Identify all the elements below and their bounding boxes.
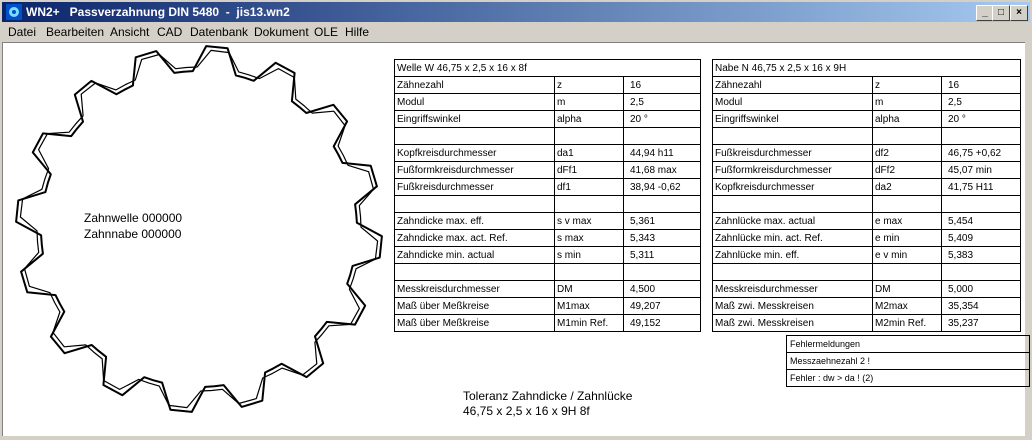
- table-row: [395, 179, 701, 196]
- cell-value: [942, 196, 1021, 213]
- cell-label: Zähnezahl: [395, 77, 555, 94]
- cell-label: Maß über Meßkreise: [395, 315, 555, 332]
- table-row: [713, 94, 1021, 111]
- cell-symbol: e v min: [873, 247, 942, 264]
- cell-value: 35,354: [942, 298, 1021, 315]
- cell-value: 5,343: [624, 230, 701, 247]
- cell-value: 49,152: [624, 315, 701, 332]
- menu-hilfe[interactable]: Hilfe: [345, 25, 370, 39]
- table-row: [713, 213, 1021, 230]
- minimize-button[interactable]: _: [976, 5, 994, 21]
- cell-value: [942, 264, 1021, 281]
- cell-symbol: m: [555, 94, 624, 111]
- cell-symbol: e min: [873, 230, 942, 247]
- tolerance-spec: 46,75 x 2,5 x 16 x 9H 8f: [463, 404, 590, 418]
- cell-label: Zahndicke max. act. Ref.: [395, 230, 555, 247]
- cell-label: Maß zwi. Messkreisen: [713, 315, 873, 332]
- cell-label: Fußkreisdurchmesser: [713, 145, 873, 162]
- maximize-button[interactable]: □: [992, 5, 1010, 21]
- menu-bar: [2, 23, 1030, 41]
- cell-value: [624, 128, 701, 145]
- cell-value: 44,94 h11: [624, 145, 701, 162]
- cell-value: 20 °: [942, 111, 1021, 128]
- cell-value: 38,94 -0,62: [624, 179, 701, 196]
- cell-symbol: z: [555, 77, 624, 94]
- hub-title-row: [713, 60, 1021, 77]
- cell-symbol: [873, 196, 942, 213]
- cell-symbol: df1: [555, 179, 624, 196]
- error-title: Fehlermeldungen: [787, 336, 1030, 353]
- cell-symbol: da1: [555, 145, 624, 162]
- cell-label: Zahndicke min. actual: [395, 247, 555, 264]
- cell-label: Zahnlücke min. act. Ref.: [713, 230, 873, 247]
- hub-title: Nabe N 46,75 x 2,5 x 16 x 9H: [713, 60, 1021, 77]
- table-row: [713, 77, 1021, 94]
- shaft-profile-outline: [16, 46, 382, 412]
- cell-label: [713, 264, 873, 281]
- cell-label: Fußformkreisdurchmesser: [713, 162, 873, 179]
- table-row: [713, 145, 1021, 162]
- menu-datei[interactable]: Datei: [8, 25, 37, 39]
- cell-value: 46,75 +0,62: [942, 145, 1021, 162]
- cell-label: [395, 128, 555, 145]
- cell-value: 16: [624, 77, 701, 94]
- cell-label: [713, 128, 873, 145]
- cell-symbol: s v max: [555, 213, 624, 230]
- cell-symbol: s max: [555, 230, 624, 247]
- table-row: [713, 281, 1021, 298]
- cell-label: [713, 196, 873, 213]
- menu-dokument[interactable]: Dokument: [254, 25, 309, 39]
- table-row: [395, 264, 701, 281]
- menu-cad[interactable]: CAD: [157, 25, 183, 39]
- cell-label: Eingriffswinkel: [713, 111, 873, 128]
- cell-value: 41,75 H11: [942, 179, 1021, 196]
- cell-symbol: [555, 128, 624, 145]
- cell-symbol: DM: [873, 281, 942, 298]
- cell-symbol: dFf2: [873, 162, 942, 179]
- cell-label: Zähnezahl: [713, 77, 873, 94]
- cell-value: 5,311: [624, 247, 701, 264]
- cell-label: Modul: [713, 94, 873, 111]
- table-row: [395, 94, 701, 111]
- cell-label: Modul: [395, 94, 555, 111]
- hub-data-table: [712, 59, 1021, 332]
- table-row: [395, 315, 701, 332]
- cell-value: 5,000: [942, 281, 1021, 298]
- menu-datenbank[interactable]: Datenbank: [190, 25, 249, 39]
- error-messages-panel: [786, 335, 1030, 387]
- table-row: [395, 196, 701, 213]
- cell-value: 20 °: [624, 111, 701, 128]
- cell-label: Kopfkreisdurchmesser: [713, 179, 873, 196]
- cell-value: 5,409: [942, 230, 1021, 247]
- cell-symbol: [873, 128, 942, 145]
- cell-symbol: dFf1: [555, 162, 624, 179]
- cell-label: Fußkreisdurchmesser: [395, 179, 555, 196]
- cell-symbol: [555, 196, 624, 213]
- hub-label: Zahnnabe 000000: [84, 227, 182, 241]
- cell-symbol: [873, 264, 942, 281]
- cell-value: 4,500: [624, 281, 701, 298]
- app-gear-icon: [6, 4, 22, 20]
- menu-bearbeiten[interactable]: Bearbeiten: [46, 25, 105, 39]
- table-row: [713, 162, 1021, 179]
- error-line: Fehler : dw > da ! (2): [787, 370, 1030, 387]
- cell-value: 2,5: [942, 94, 1021, 111]
- cell-value: 2,5: [624, 94, 701, 111]
- table-row: [713, 128, 1021, 145]
- cell-value: 5,454: [942, 213, 1021, 230]
- cell-symbol: da2: [873, 179, 942, 196]
- cell-symbol: DM: [555, 281, 624, 298]
- cell-label: [395, 196, 555, 213]
- cell-symbol: M2min Ref.: [873, 315, 942, 332]
- cell-label: Kopfkreisdurchmesser: [395, 145, 555, 162]
- cell-value: 16: [942, 77, 1021, 94]
- table-row: [713, 230, 1021, 247]
- cell-symbol: m: [873, 94, 942, 111]
- cell-label: Zahnlücke min. eff.: [713, 247, 873, 264]
- cell-value: 45,07 min: [942, 162, 1021, 179]
- menu-ansicht[interactable]: Ansicht: [110, 25, 150, 39]
- cell-symbol: M1min Ref.: [555, 315, 624, 332]
- table-row: [713, 298, 1021, 315]
- table-row: [395, 111, 701, 128]
- cell-symbol: e max: [873, 213, 942, 230]
- table-row: [395, 128, 701, 145]
- cell-label: Zahnlücke max. actual: [713, 213, 873, 230]
- cell-symbol: M2max: [873, 298, 942, 315]
- menu-ole[interactable]: OLE: [314, 25, 339, 39]
- cell-symbol: [555, 264, 624, 281]
- table-row: [395, 247, 701, 264]
- cell-label: Maß über Meßkreise: [395, 298, 555, 315]
- cell-label: Zahndicke max. eff.: [395, 213, 555, 230]
- table-row: [395, 162, 701, 179]
- hub-profile-outline: [20, 50, 377, 407]
- cell-value: 49,207: [624, 298, 701, 315]
- shaft-title: Welle W 46,75 x 2,5 x 16 x 8f: [395, 60, 701, 77]
- table-row: [395, 298, 701, 315]
- table-row: [713, 264, 1021, 281]
- cell-value: [942, 128, 1021, 145]
- table-row: [395, 213, 701, 230]
- table-row: [713, 247, 1021, 264]
- cell-label: [395, 264, 555, 281]
- cell-value: 5,383: [942, 247, 1021, 264]
- cell-symbol: s min: [555, 247, 624, 264]
- cell-label: Eingriffswinkel: [395, 111, 555, 128]
- cell-value: 41,68 max: [624, 162, 701, 179]
- error-line: Messzaehnezahl 2 !: [787, 353, 1030, 370]
- table-row: [395, 77, 701, 94]
- table-row: [395, 145, 701, 162]
- cell-symbol: df2: [873, 145, 942, 162]
- cell-symbol: z: [873, 77, 942, 94]
- cell-symbol: M1max: [555, 298, 624, 315]
- tolerance-title: Toleranz Zahndicke / Zahnlücke: [463, 389, 633, 403]
- table-row: [395, 281, 701, 298]
- cell-label: Messkreisdurchmesser: [713, 281, 873, 298]
- spline-gear-drawing: [2, 40, 392, 440]
- cell-symbol: alpha: [555, 111, 624, 128]
- table-row: [713, 315, 1021, 332]
- cell-label: Messkreisdurchmesser: [395, 281, 555, 298]
- table-row: [713, 196, 1021, 213]
- cell-label: Maß zwi. Messkreisen: [713, 298, 873, 315]
- table-row: [395, 230, 701, 247]
- window-title: WN2+ Passverzahnung DIN 5480 - jis13.wn2: [26, 5, 290, 19]
- cell-label: Fußformkreisdurchmesser: [395, 162, 555, 179]
- cell-value: [624, 264, 701, 281]
- cell-symbol: alpha: [873, 111, 942, 128]
- close-button[interactable]: ×: [1010, 5, 1028, 21]
- cell-value: [624, 196, 701, 213]
- shaft-data-table: [394, 59, 701, 332]
- cell-value: 5,361: [624, 213, 701, 230]
- title-bar[interactable]: [2, 2, 1030, 22]
- table-row: [713, 111, 1021, 128]
- shaft-label: Zahnwelle 000000: [84, 211, 183, 225]
- shaft-title-row: [395, 60, 701, 77]
- table-row: [713, 179, 1021, 196]
- cell-value: 35,237: [942, 315, 1021, 332]
